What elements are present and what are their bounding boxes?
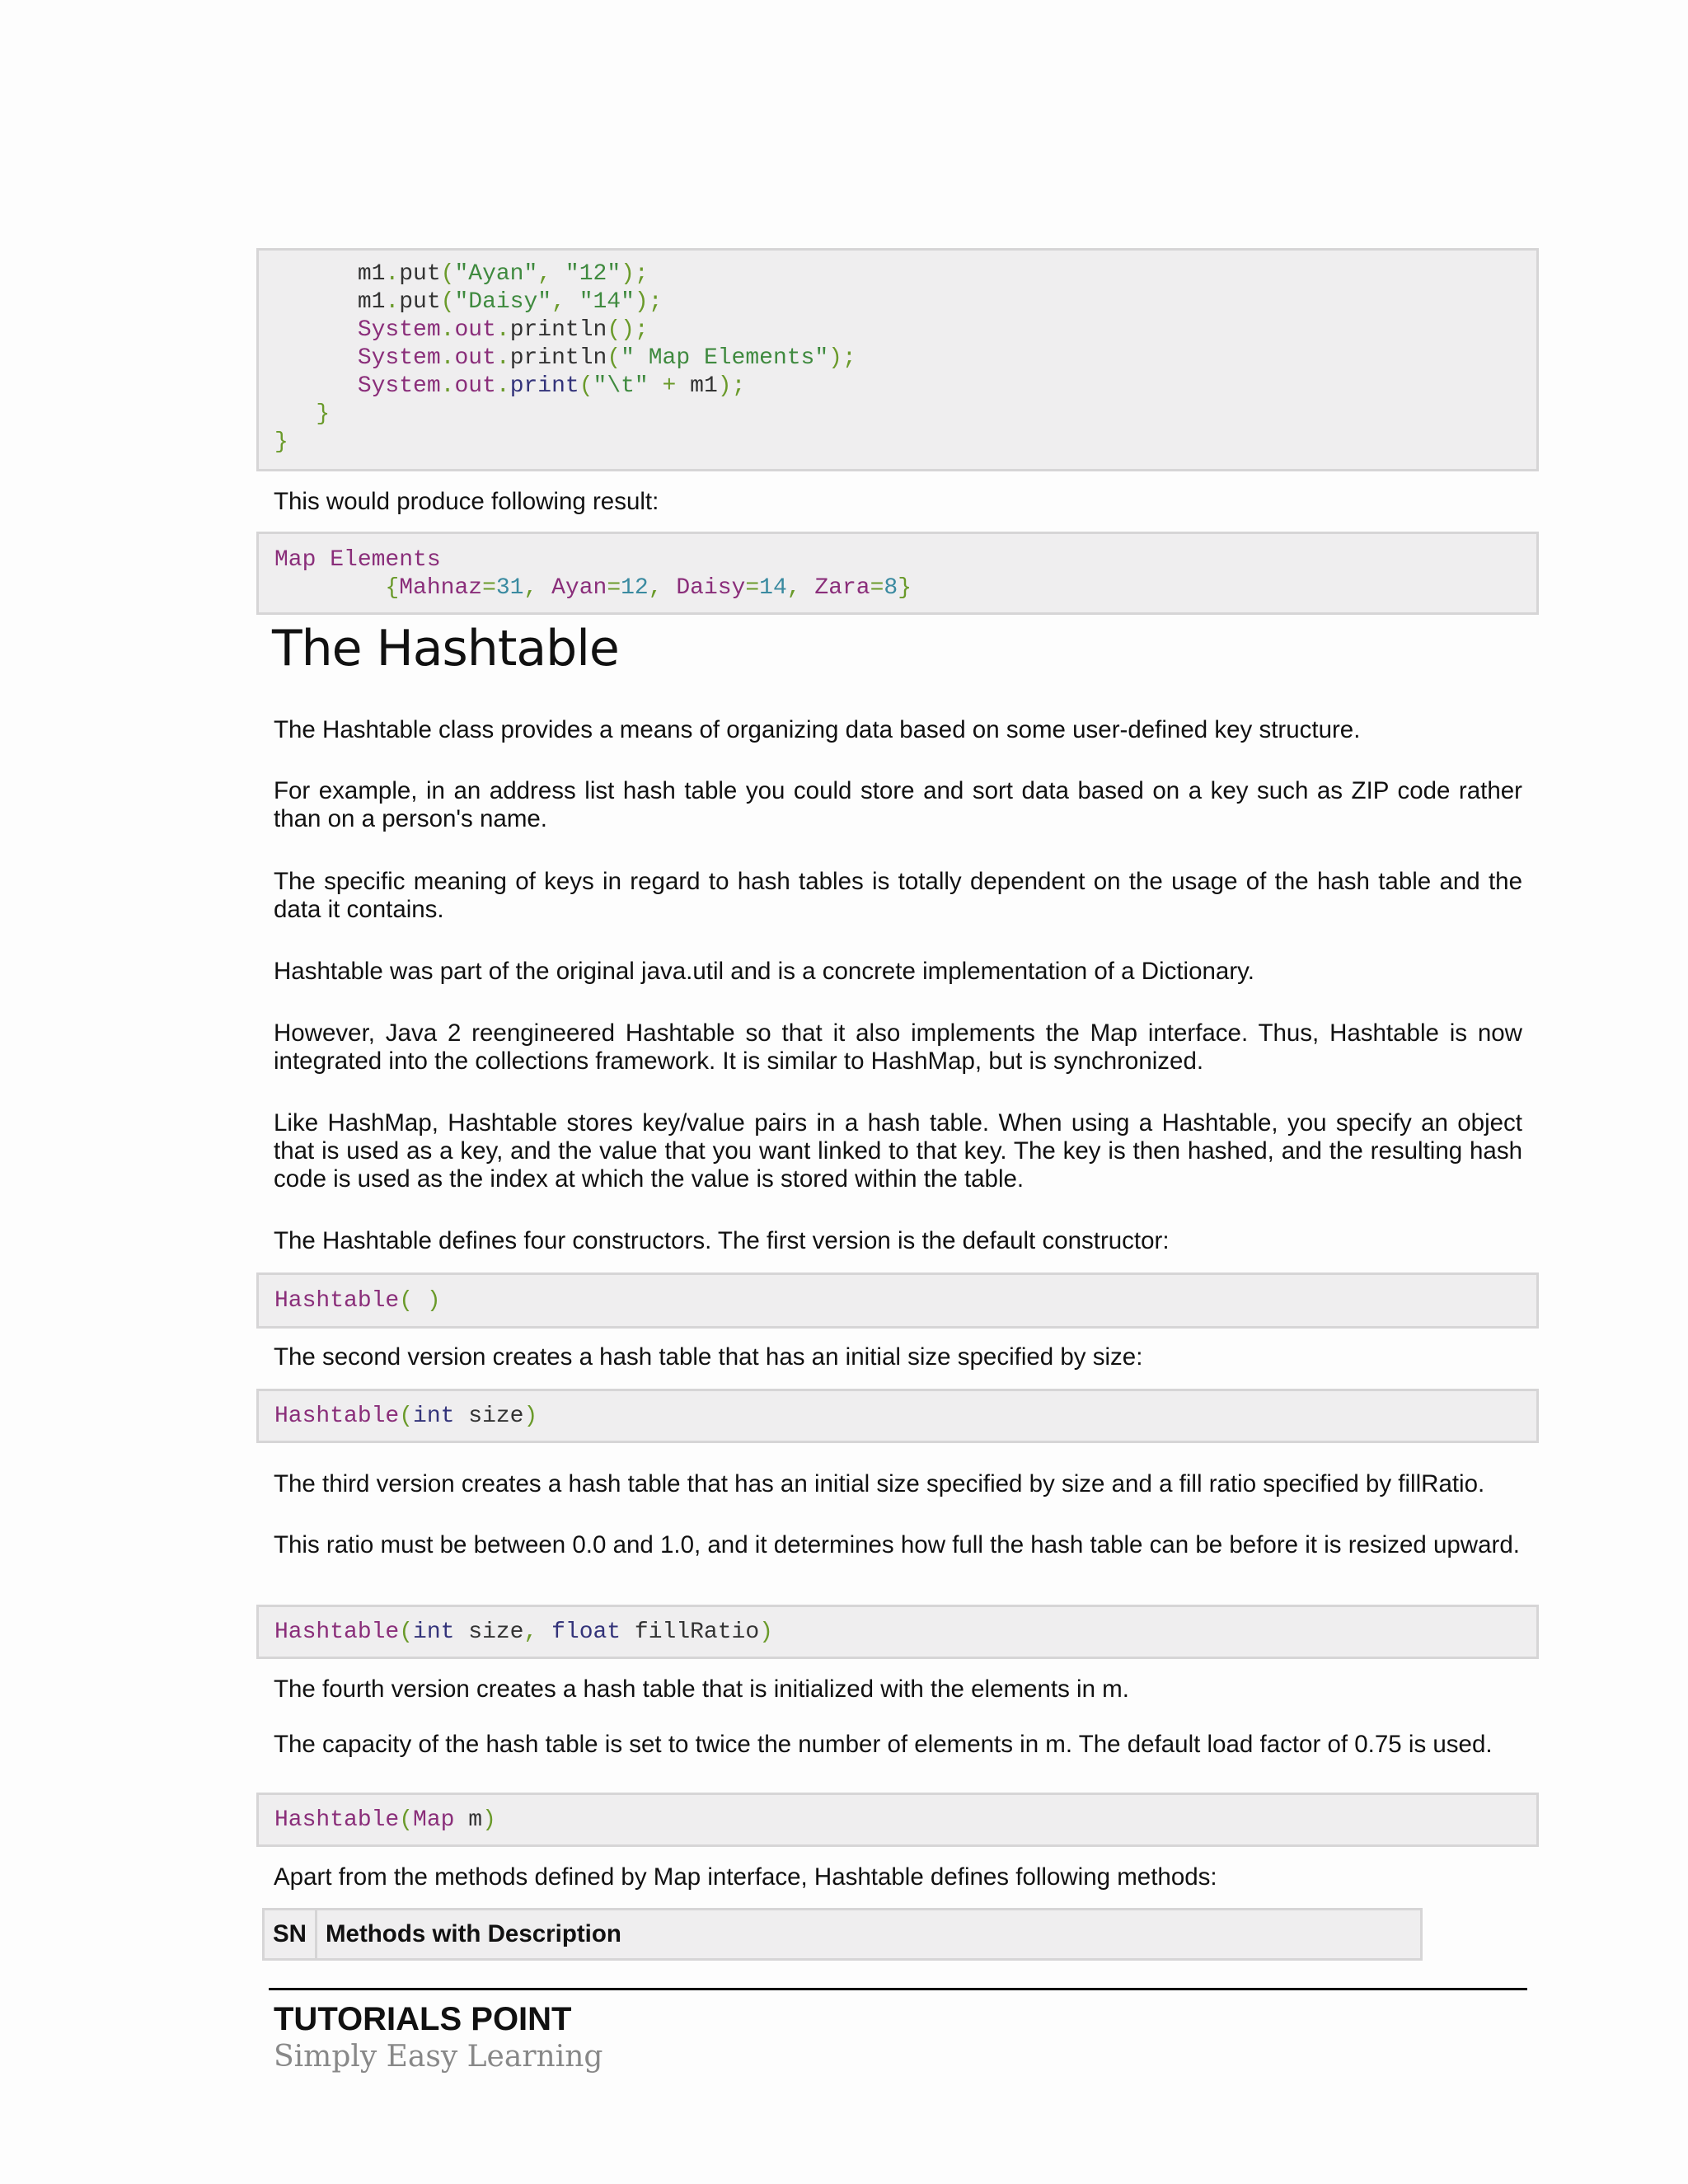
- code-token: println: [509, 317, 607, 343]
- code-token: .: [440, 317, 455, 343]
- code-token: +: [648, 373, 691, 399]
- code-token: m1: [690, 373, 718, 399]
- code-token: .: [495, 345, 510, 371]
- code-token: (: [607, 345, 621, 371]
- code-token: ,: [648, 575, 677, 601]
- code-token: =: [745, 575, 760, 601]
- code-token: =: [607, 575, 621, 601]
- code-token: ): [759, 1619, 773, 1645]
- code-token: "Daisy": [454, 289, 552, 315]
- methods-table: [262, 1908, 1423, 1961]
- code-token: (: [440, 289, 455, 315]
- paragraph: The second version creates a hash table that has an initial size specified by size:: [274, 1343, 1143, 1371]
- code-line: [274, 344, 1536, 373]
- code-token: ,: [551, 289, 579, 315]
- code-token: .: [440, 373, 455, 399]
- code-token: }: [274, 429, 288, 455]
- code-token: }: [898, 575, 912, 601]
- code-line: [274, 288, 1536, 316]
- code-token: }: [274, 401, 331, 427]
- code-token: Hashtable: [274, 1807, 400, 1833]
- code-token: out: [454, 345, 496, 371]
- code-token: ( ): [399, 1288, 441, 1314]
- code-token: out: [454, 317, 496, 343]
- code-token: int: [413, 1619, 455, 1645]
- code-token: );: [717, 373, 746, 399]
- code-token: =: [870, 575, 884, 601]
- code-token: .: [495, 373, 510, 399]
- code-token: 12: [621, 575, 649, 601]
- code-token: m: [454, 1807, 483, 1833]
- code-token: float: [551, 1619, 621, 1645]
- code-block-ctor-fill-ratio: [256, 1605, 1539, 1659]
- code-token: print: [509, 373, 579, 399]
- code-token: =: [482, 575, 496, 601]
- code-token: put: [399, 289, 441, 315]
- code-token: (: [399, 1619, 414, 1645]
- code-token: {: [274, 575, 400, 601]
- code-token: .: [385, 261, 400, 287]
- code-token: Daisy: [676, 575, 746, 601]
- code-token: ();: [607, 317, 649, 343]
- code-line: [274, 574, 1536, 602]
- code-token: ): [482, 1807, 496, 1833]
- code-token: ): [523, 1404, 538, 1429]
- code-block-map-example: [256, 248, 1539, 471]
- code-token: fillRatio: [621, 1619, 760, 1645]
- result-intro-text: This would produce following result:: [274, 488, 659, 515]
- code-line: [274, 1619, 1536, 1647]
- paragraph: For example, in an address list hash table you could store and sort data based on a key such as ZIP code rather than on a person's name.: [274, 777, 1522, 832]
- code-token: Hashtable: [274, 1404, 400, 1429]
- code-token: (: [399, 1404, 414, 1429]
- code-token: .: [440, 345, 455, 371]
- code-token: ,: [523, 1619, 552, 1645]
- code-token: System: [274, 345, 441, 371]
- code-token: out: [454, 373, 496, 399]
- paragraph: The third version creates a hash table that has an initial size specified by size and a fill ratio specified by fillRatio.: [274, 1470, 1485, 1497]
- code-token: m1: [274, 261, 386, 287]
- paragraph: However, Java 2 reengineered Hashtable so that it also implements the Map interface. Thus, Hashtable is now integrated into the collections framework. It is similar to HashMap, but is synchronized.: [274, 1019, 1522, 1075]
- code-line: [274, 401, 1536, 429]
- code-token: 14: [759, 575, 787, 601]
- code-token: Ayan: [551, 575, 607, 601]
- paragraph: Like HashMap, Hashtable stores key/value pairs in a hash table. When using a Hashtable, you specify an object that is used as a key, and the value that you want linked to that key. The key is then hashed, and the resulting hash code is used as the index at which the value is stored within the table.: [274, 1109, 1522, 1193]
- code-token: m1: [274, 289, 386, 315]
- code-line: [274, 1807, 1536, 1835]
- code-token: ,: [786, 575, 815, 601]
- code-token: Hashtable: [274, 1619, 400, 1645]
- code-block-ctor-map: [256, 1793, 1539, 1847]
- footer-tagline: Simply Easy Learning: [274, 2040, 603, 2074]
- code-line: [274, 260, 1536, 288]
- code-token: Map Elements: [274, 547, 441, 573]
- paragraph: The Hashtable class provides a means of organizing data based on some user-defined key structure.: [274, 716, 1361, 743]
- code-token: println: [509, 345, 607, 371]
- paragraph: Apart from the methods defined by Map interface, Hashtable defines following methods:: [274, 1863, 1217, 1891]
- code-token: );: [828, 345, 856, 371]
- code-token: "14": [579, 289, 635, 315]
- code-token: 8: [884, 575, 898, 601]
- footer-brand: TUTORIALS POINT: [274, 2001, 572, 2037]
- code-block-ctor-default: [256, 1272, 1539, 1329]
- code-token: ,: [523, 575, 552, 601]
- code-token: .: [495, 317, 510, 343]
- code-token: " Map Elements": [621, 345, 829, 371]
- code-block-ctor-size: [256, 1389, 1539, 1443]
- code-token: (: [579, 373, 593, 399]
- table-header-row: [264, 1910, 1422, 1960]
- code-token: "12": [565, 261, 621, 287]
- code-line: [274, 1403, 1536, 1431]
- code-line: [274, 429, 1536, 457]
- code-line: [274, 546, 1536, 574]
- code-token: 31: [495, 575, 524, 601]
- section-heading: The Hashtable: [272, 620, 619, 677]
- paragraph: The Hashtable defines four constructors. The first version is the default constructor:: [274, 1227, 1170, 1254]
- paragraph: The fourth version creates a hash table that is initialized with the elements in m.: [274, 1675, 1129, 1703]
- paragraph: The capacity of the hash table is set to twice the number of elements in m. The default load factor of 0.75 is used.: [274, 1731, 1493, 1758]
- paragraph: This ratio must be between 0.0 and 1.0, and it determines how full the hash table can be before it is resized upward.: [274, 1531, 1520, 1558]
- code-token: Mahnaz: [399, 575, 483, 601]
- footer-divider: [269, 1988, 1527, 1990]
- code-token: (: [440, 261, 455, 287]
- paragraph: The specific meaning of keys in regard to hash tables is totally dependent on the usage of the hash table and the data it contains.: [274, 868, 1522, 923]
- code-token: ,: [537, 261, 565, 287]
- code-token: Map: [413, 1807, 455, 1833]
- paragraph: Hashtable was part of the original java.util and is a concrete implementation of a Dictionary.: [274, 958, 1254, 985]
- code-line: [274, 1287, 1536, 1315]
- code-block-map-output: [256, 532, 1539, 615]
- code-token: Hashtable: [274, 1288, 400, 1314]
- code-token: System: [274, 373, 441, 399]
- column-header-sn: SN: [264, 1910, 316, 1960]
- code-token: "Ayan": [454, 261, 538, 287]
- code-token: int: [413, 1404, 455, 1429]
- code-token: size: [454, 1404, 524, 1429]
- code-token: System: [274, 317, 441, 343]
- code-line: [274, 373, 1536, 401]
- code-token: .: [385, 289, 400, 315]
- column-header-methods: Methods with Description: [316, 1910, 1421, 1960]
- code-line: [274, 316, 1536, 344]
- code-token: );: [634, 289, 663, 315]
- code-token: );: [621, 261, 649, 287]
- code-token: (: [399, 1807, 414, 1833]
- code-token: size: [454, 1619, 524, 1645]
- code-token: Zara: [814, 575, 870, 601]
- code-token: "\t": [593, 373, 649, 399]
- code-token: put: [399, 261, 441, 287]
